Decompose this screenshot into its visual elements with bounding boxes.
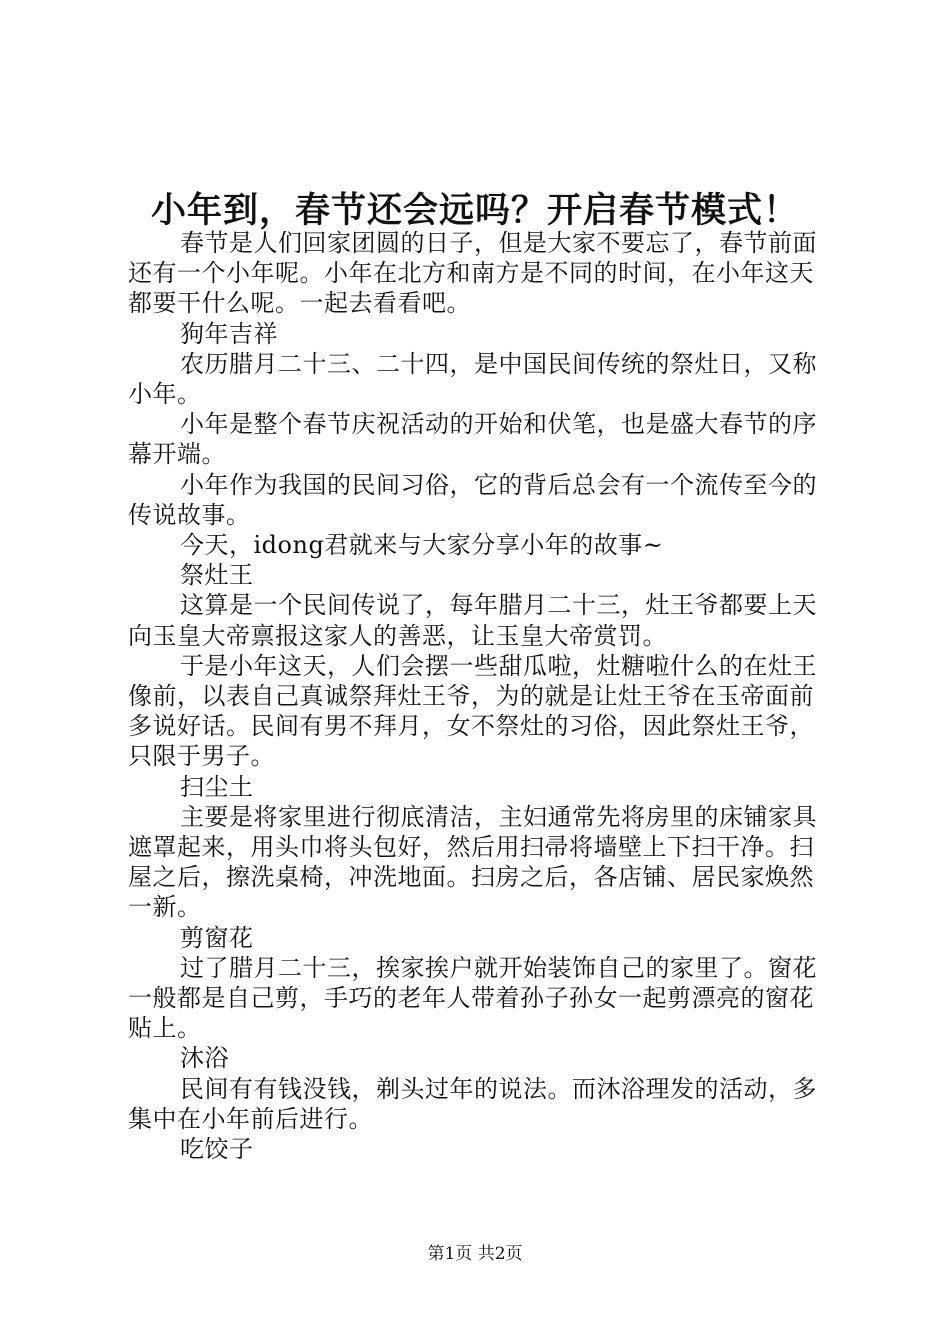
section-heading: 沐浴 xyxy=(180,1044,229,1073)
paragraph: 小年作为我国的民间习俗，它的背后总会有一个流传至今的传说故事。 xyxy=(128,470,817,529)
paragraph-heading: 狗年吉祥 xyxy=(180,319,278,348)
document-body xyxy=(128,228,834,1164)
paragraph: 小年是整个春节庆祝活动的开始和伏笔，也是盛大春节的序幕开端。 xyxy=(128,410,817,469)
paragraph-intro: 春节是人们回家团圆的日子，但是大家不要忘了，春节前面还有一个小年呢。小年在北方和南方是不同的时间，在小年这天都要干什么呢。一起去看看吧。 xyxy=(128,229,817,318)
paragraph: 主要是将家里进行彻底清洁，主妇通常先将房里的床铺家具遮罩起来，用头巾将头包好，然后用扫帚将墙壁上下扫干净。扫屋之后，擦洗桌椅，冲洗地面。扫房之后，各店铺、居民家焕然一新。 xyxy=(128,802,817,922)
section-heading: 扫尘土 xyxy=(180,772,254,801)
paragraph: 农历腊月二十三、二十四，是中国民间传统的祭灶日，又称小年。 xyxy=(128,349,817,409)
section-heading: 吃饺子 xyxy=(180,1135,254,1164)
section-heading: 剪窗花 xyxy=(180,923,254,952)
section-heading: 祭灶王 xyxy=(180,561,254,590)
paragraph: 今天，idong君就来与大家分享小年的故事~ xyxy=(180,531,664,560)
paragraph: 民间有有钱没钱，剃头过年的说法。而沐浴理发的活动，多集中在小年前后进行。 xyxy=(128,1074,817,1133)
paragraph: 过了腊月二十三，挨家挨户就开始装饰自己的家里了。窗花一般都是自己剪，手巧的老年人带着孙子孙女一起剪漂亮的窗花贴上。 xyxy=(128,953,817,1043)
paragraph: 于是小年这天，人们会摆一些甜瓜啦，灶糖啦什么的在灶王像前，以表自己真诚祭拜灶王爷，为的就是让灶王爷在玉帝面前多说好话。民间有男不拜月，女不祭灶的习俗，因此祭灶王爷，只限于男子。 xyxy=(128,651,817,771)
page-number-footer: 第1页 共2页 xyxy=(427,1244,523,1264)
paragraph: 这算是一个民间传说了，每年腊月二十三，灶王爷都要上天向玉皇大帝禀报这家人的善恶，让玉皇大帝赏罚。 xyxy=(128,591,817,650)
page-title: 小年到，春节还会远吗？开启春节模式！ xyxy=(150,190,799,231)
